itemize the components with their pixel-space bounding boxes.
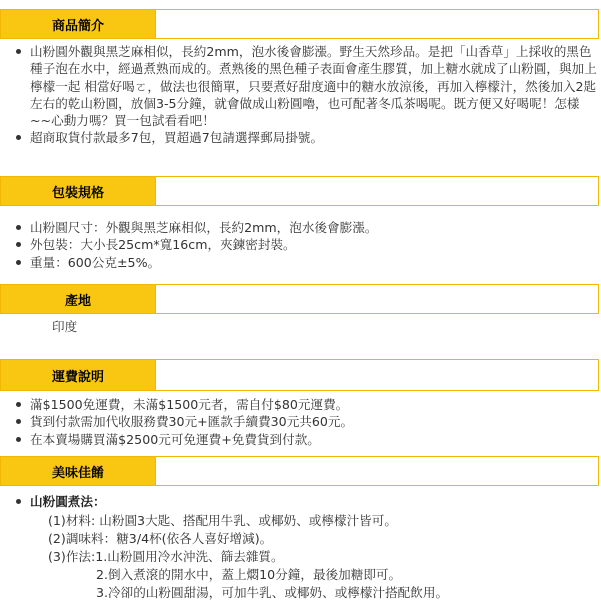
section-header-packaging bbox=[0, 176, 599, 206]
section-title-packaging: 包裝規格 bbox=[1, 177, 156, 205]
recipe-line: (1)材料: 山粉圓3大匙、搭配用牛乳、或椰奶、或檸檬汁皆可。 bbox=[48, 513, 397, 528]
packaging-list bbox=[0, 219, 600, 271]
intro-paragraph: 山粉圓外觀與黑芝麻相似，長約2mm，泡水後會膨漲。野生天然珍品。是把「山香草」上採收的黑色種子泡在水中，經過煮熟而成的。煮熟後的黑色種子表面會產生膠質，加上糖水就成了山粉圓，與加上檸檬一起 相當好喝ㄛ，做法也很簡單，只要煮好甜度適中的糖水放涼後，再加入檸檬汁，然後加入2匙左右的乾山粉圓，放個3-5分鐘，就會做成山粉圓嚕，也可配著冬瓜茶喝呢。既方便又好喝呢！怎樣~~心動力嗎？買一包試看看吧！ bbox=[30, 43, 600, 129]
section-title-shipping: 運費說明 bbox=[1, 360, 156, 390]
intro-note: 超商取貨付款最多7包，買超過7包請選擇郵局掛號。 bbox=[30, 129, 600, 146]
recipe-list bbox=[0, 493, 600, 510]
recipe-line: (2)調味料：糖3/4杯(依各人喜好增減)。 bbox=[48, 531, 273, 546]
recipe-heading: 山粉圓煮法： bbox=[30, 493, 600, 510]
shipping-list bbox=[0, 396, 600, 448]
packaging-item: 重量：600公克±5%。 bbox=[30, 254, 600, 271]
section-header-intro bbox=[0, 9, 599, 39]
recipe-line: (3)作法:1.山粉圓用冷水沖洗、篩去雜質。 bbox=[48, 549, 284, 564]
intro-list bbox=[0, 43, 600, 147]
recipe-line: 2.倒入煮滾的開水中，蓋上燜10分鐘，最後加糖即可。 bbox=[96, 567, 402, 582]
section-header-origin bbox=[0, 284, 599, 314]
section-title-recipe: 美味佳餚 bbox=[1, 457, 156, 485]
shipping-item: 在本賣場購買滿$2500元可免運費+免費貨到付款。 bbox=[30, 431, 600, 448]
packaging-item: 外包裝：大小長25cm*寬16cm，夾鍊密封裝。 bbox=[30, 236, 600, 253]
section-title-origin: 產地 bbox=[1, 285, 156, 313]
origin-value: 印度 bbox=[52, 319, 78, 334]
section-header-recipe bbox=[0, 456, 599, 486]
section-title-intro: 商品簡介 bbox=[1, 10, 156, 38]
shipping-item: 滿$1500免運費，未滿$1500元者，需自付$80元運費。 bbox=[30, 396, 600, 413]
recipe-line: 3.冷卻的山粉圓甜湯，可加牛乳、或椰奶、或檸檬汁搭配飲用。 bbox=[96, 585, 449, 600]
packaging-item: 山粉圓尺寸：外觀與黑芝麻相似，長約2mm，泡水後會膨漲。 bbox=[30, 219, 600, 236]
section-header-shipping bbox=[0, 359, 599, 391]
shipping-item: 貨到付款需加代收服務費30元+匯款手續費30元共60元。 bbox=[30, 413, 600, 430]
